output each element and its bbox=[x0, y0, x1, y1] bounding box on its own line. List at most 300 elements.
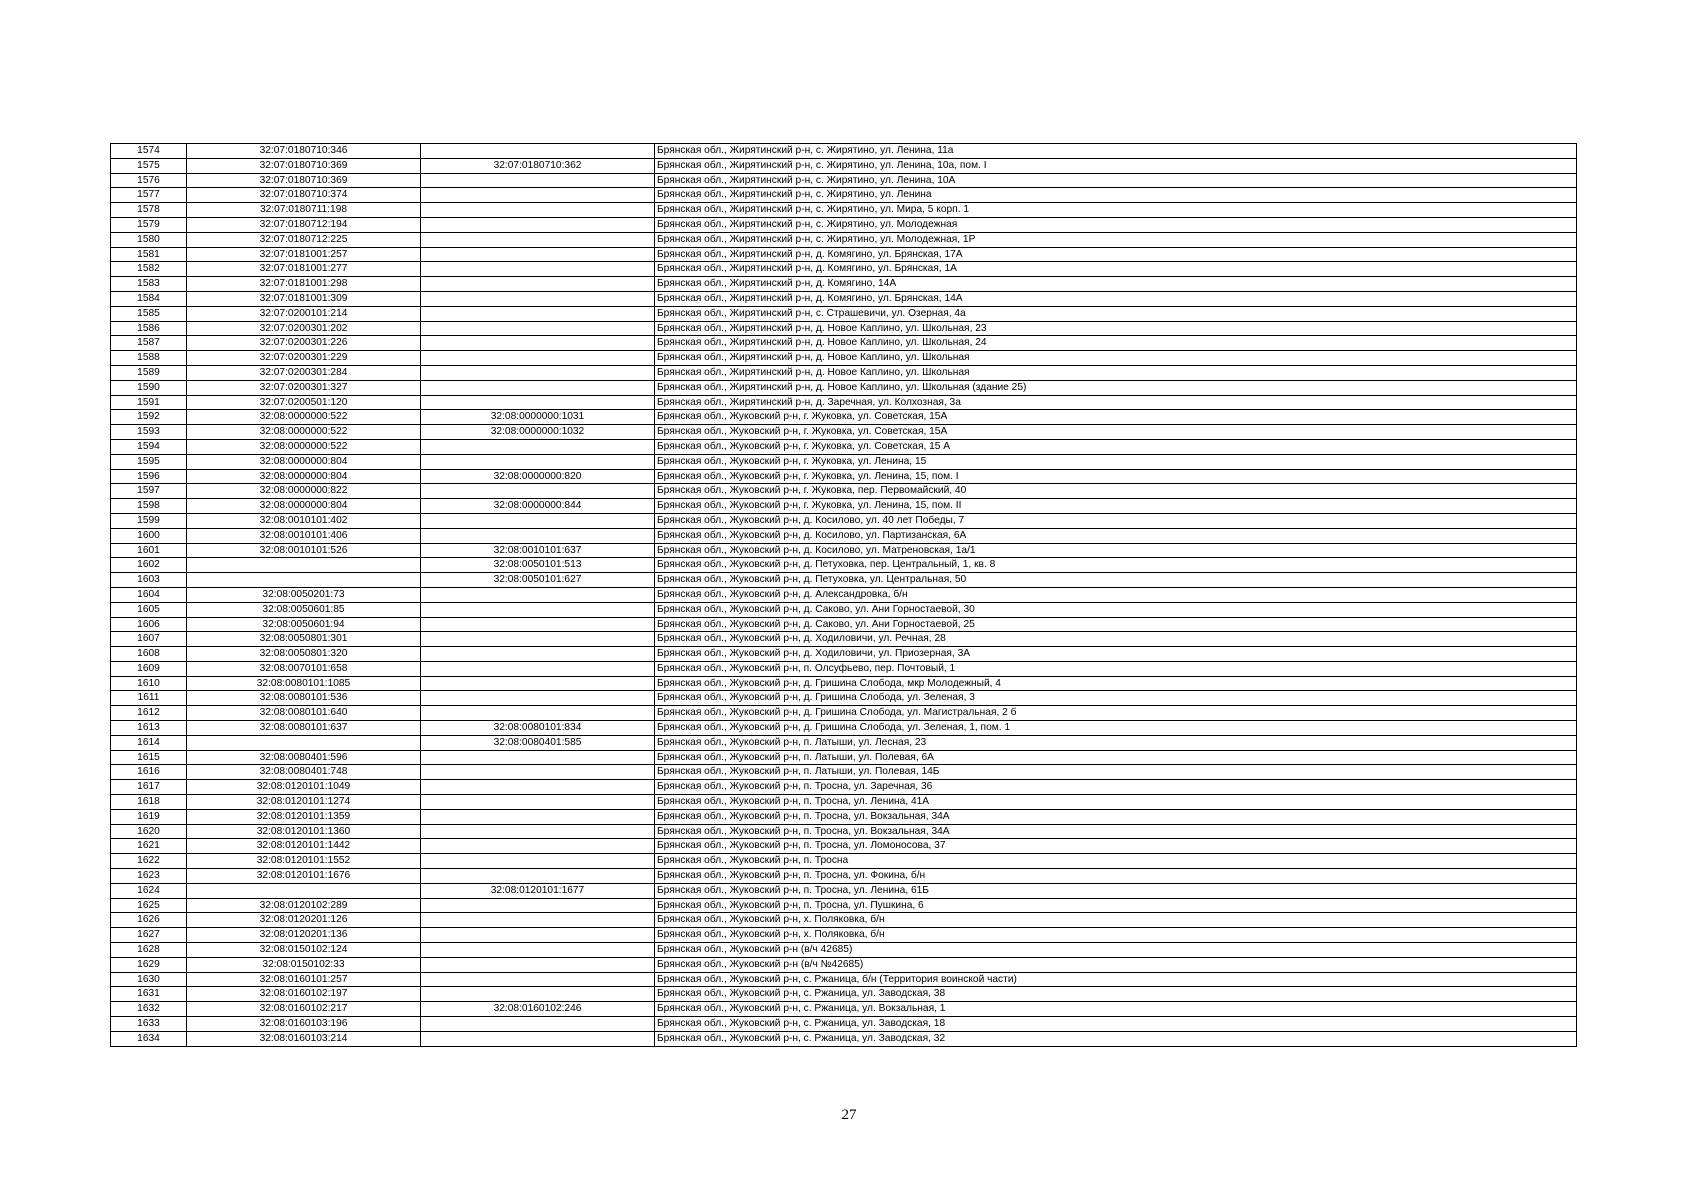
related-cadastral-number bbox=[421, 188, 655, 203]
cadastral-number: 32:08:0000000:804 bbox=[187, 499, 421, 514]
address: Брянская обл., Жуковский р-н (в/ч №42685) bbox=[655, 957, 1577, 972]
address: Брянская обл., Жирятинский р-н, д. Комягино, ул. Брянская, 1А bbox=[655, 262, 1577, 277]
cadastral-number: 32:07:0200301:327 bbox=[187, 380, 421, 395]
related-cadastral-number: 32:08:0000000:844 bbox=[421, 499, 655, 514]
table-row bbox=[111, 661, 1577, 676]
row-number: 1574 bbox=[111, 144, 187, 159]
table-row bbox=[111, 469, 1577, 484]
address: Брянская обл., Жуковский р-н, п. Латыши, ул. Полевая, 14Б bbox=[655, 765, 1577, 780]
cadastral-number bbox=[187, 883, 421, 898]
related-cadastral-number bbox=[421, 321, 655, 336]
row-number: 1588 bbox=[111, 351, 187, 366]
cadastral-number: 32:08:0050801:320 bbox=[187, 647, 421, 662]
cadastral-number: 32:07:0180710:369 bbox=[187, 173, 421, 188]
address: Брянская обл., Жирятинский р-н, с. Жирятино, ул. Ленина, 10А bbox=[655, 173, 1577, 188]
table-row bbox=[111, 262, 1577, 277]
table-body bbox=[111, 144, 1577, 1047]
address: Брянская обл., Жуковский р-н, п. Тросна, ул. Вокзальная, 34А bbox=[655, 809, 1577, 824]
table-row bbox=[111, 898, 1577, 913]
address: Брянская обл., Жуковский р-н, д. Гришина Слобода, ул. Зеленая, 1, пом. 1 bbox=[655, 721, 1577, 736]
cadastral-number: 32:08:0000000:522 bbox=[187, 425, 421, 440]
table-row bbox=[111, 839, 1577, 854]
row-number: 1627 bbox=[111, 928, 187, 943]
address: Брянская обл., Жуковский р-н, х. Поляковка, б/н bbox=[655, 928, 1577, 943]
cadastral-number: 32:08:0080401:596 bbox=[187, 750, 421, 765]
table-row bbox=[111, 587, 1577, 602]
row-number: 1616 bbox=[111, 765, 187, 780]
address: Брянская обл., Жирятинский р-н, с. Жирятино, ул. Молодежная bbox=[655, 217, 1577, 232]
cadastral-number: 32:07:0180711:198 bbox=[187, 203, 421, 218]
row-number: 1586 bbox=[111, 321, 187, 336]
cadastral-number: 32:07:0200301:226 bbox=[187, 336, 421, 351]
related-cadastral-number bbox=[421, 898, 655, 913]
address: Брянская обл., Жирятинский р-н, с. Жирятино, ул. Мира, 5 корп. 1 bbox=[655, 203, 1577, 218]
table-row bbox=[111, 425, 1577, 440]
row-number: 1625 bbox=[111, 898, 187, 913]
address: Брянская обл., Жуковский р-н, д. Гришина Слобода, мкр Молодежный, 4 bbox=[655, 676, 1577, 691]
cadastral-number: 32:08:0160102:197 bbox=[187, 987, 421, 1002]
table-row bbox=[111, 824, 1577, 839]
table-row bbox=[111, 795, 1577, 810]
table-row bbox=[111, 647, 1577, 662]
row-number: 1619 bbox=[111, 809, 187, 824]
row-number: 1606 bbox=[111, 617, 187, 632]
row-number: 1600 bbox=[111, 528, 187, 543]
row-number: 1622 bbox=[111, 854, 187, 869]
row-number: 1613 bbox=[111, 721, 187, 736]
row-number: 1605 bbox=[111, 602, 187, 617]
address: Брянская обл., Жуковский р-н, г. Жуковка, пер. Первомайский, 40 bbox=[655, 484, 1577, 499]
related-cadastral-number bbox=[421, 632, 655, 647]
row-number: 1592 bbox=[111, 410, 187, 425]
cadastral-number: 32:08:0050601:85 bbox=[187, 602, 421, 617]
related-cadastral-number bbox=[421, 247, 655, 262]
related-cadastral-number bbox=[421, 765, 655, 780]
related-cadastral-number bbox=[421, 173, 655, 188]
related-cadastral-number bbox=[421, 617, 655, 632]
related-cadastral-number bbox=[421, 291, 655, 306]
cadastral-number: 32:07:0200301:284 bbox=[187, 365, 421, 380]
related-cadastral-number bbox=[421, 351, 655, 366]
related-cadastral-number bbox=[421, 306, 655, 321]
address: Брянская обл., Жирятинский р-н, д. Новое Каплино, ул. Школьная, 23 bbox=[655, 321, 1577, 336]
cadastral-number: 32:07:0180712:194 bbox=[187, 217, 421, 232]
row-number: 1611 bbox=[111, 691, 187, 706]
table-row bbox=[111, 513, 1577, 528]
row-number: 1631 bbox=[111, 987, 187, 1002]
cadastral-number: 32:08:0080101:637 bbox=[187, 721, 421, 736]
cadastral-number: 32:07:0180710:346 bbox=[187, 144, 421, 159]
address: Брянская обл., Жуковский р-н, д. Петуховка, ул. Центральная, 50 bbox=[655, 573, 1577, 588]
row-number: 1584 bbox=[111, 291, 187, 306]
table-row bbox=[111, 558, 1577, 573]
cadastral-number: 32:08:0160103:196 bbox=[187, 1017, 421, 1032]
row-number: 1585 bbox=[111, 306, 187, 321]
related-cadastral-number bbox=[421, 203, 655, 218]
related-cadastral-number bbox=[421, 513, 655, 528]
address: Брянская обл., Жуковский р-н, с. Ржаница, ул. Заводская, 38 bbox=[655, 987, 1577, 1002]
address: Брянская обл., Жуковский р-н, с. Ржаница, б/н (Территория воинской части) bbox=[655, 972, 1577, 987]
row-number: 1575 bbox=[111, 158, 187, 173]
address: Брянская обл., Жуковский р-н, п. Олсуфьево, пер. Почтовый, 1 bbox=[655, 661, 1577, 676]
cadastral-number: 32:07:0180710:369 bbox=[187, 158, 421, 173]
address: Брянская обл., Жирятинский р-н, с. Жирятино, ул. Ленина, 10а, пом. I bbox=[655, 158, 1577, 173]
related-cadastral-number: 32:08:0000000:1032 bbox=[421, 425, 655, 440]
related-cadastral-number bbox=[421, 824, 655, 839]
row-number: 1621 bbox=[111, 839, 187, 854]
related-cadastral-number bbox=[421, 1031, 655, 1046]
row-number: 1579 bbox=[111, 217, 187, 232]
cadastral-number: 32:08:0010101:406 bbox=[187, 528, 421, 543]
table-row bbox=[111, 1031, 1577, 1046]
related-cadastral-number bbox=[421, 839, 655, 854]
row-number: 1576 bbox=[111, 173, 187, 188]
address: Брянская обл., Жуковский р-н, д. Гришина Слобода, ул. Магистральная, 2 б bbox=[655, 706, 1577, 721]
row-number: 1578 bbox=[111, 203, 187, 218]
row-number: 1604 bbox=[111, 587, 187, 602]
related-cadastral-number bbox=[421, 869, 655, 884]
related-cadastral-number: 32:08:0000000:1031 bbox=[421, 410, 655, 425]
table-row bbox=[111, 809, 1577, 824]
table-row bbox=[111, 780, 1577, 795]
row-number: 1597 bbox=[111, 484, 187, 499]
related-cadastral-number bbox=[421, 943, 655, 958]
related-cadastral-number bbox=[421, 780, 655, 795]
related-cadastral-number bbox=[421, 144, 655, 159]
related-cadastral-number bbox=[421, 336, 655, 351]
row-number: 1629 bbox=[111, 957, 187, 972]
table-row bbox=[111, 617, 1577, 632]
table-row bbox=[111, 439, 1577, 454]
cadastral-number: 32:08:0000000:804 bbox=[187, 469, 421, 484]
table-row bbox=[111, 913, 1577, 928]
related-cadastral-number bbox=[421, 277, 655, 292]
table-row bbox=[111, 928, 1577, 943]
table-row bbox=[111, 217, 1577, 232]
related-cadastral-number bbox=[421, 1017, 655, 1032]
table-row bbox=[111, 351, 1577, 366]
related-cadastral-number bbox=[421, 380, 655, 395]
row-number: 1632 bbox=[111, 1002, 187, 1017]
cadastral-number: 32:07:0180710:374 bbox=[187, 188, 421, 203]
related-cadastral-number bbox=[421, 676, 655, 691]
table-row bbox=[111, 173, 1577, 188]
address: Брянская обл., Жуковский р-н, п. Тросна, ул. Вокзальная, 34А bbox=[655, 824, 1577, 839]
row-number: 1624 bbox=[111, 883, 187, 898]
cadastral-number: 32:08:0150102:33 bbox=[187, 957, 421, 972]
row-number: 1602 bbox=[111, 558, 187, 573]
table-row bbox=[111, 869, 1577, 884]
table-row bbox=[111, 735, 1577, 750]
address: Брянская обл., Жуковский р-н, д. Саково, ул. Ани Горностаевой, 30 bbox=[655, 602, 1577, 617]
related-cadastral-number bbox=[421, 750, 655, 765]
related-cadastral-number bbox=[421, 454, 655, 469]
cadastral-number: 32:07:0181001:277 bbox=[187, 262, 421, 277]
address: Брянская обл., Жуковский р-н, д. Александровка, б/н bbox=[655, 587, 1577, 602]
address: Брянская обл., Жирятинский р-н, д. Комягино, 14А bbox=[655, 277, 1577, 292]
cadastral-number: 32:07:0181001:298 bbox=[187, 277, 421, 292]
row-number: 1630 bbox=[111, 972, 187, 987]
row-number: 1603 bbox=[111, 573, 187, 588]
cadastral-number: 32:08:0120101:1359 bbox=[187, 809, 421, 824]
related-cadastral-number bbox=[421, 987, 655, 1002]
address: Брянская обл., Жуковский р-н, с. Ржаница, ул. Заводская, 18 bbox=[655, 1017, 1577, 1032]
cadastral-number bbox=[187, 573, 421, 588]
cadastral-number: 32:08:0080101:640 bbox=[187, 706, 421, 721]
row-number: 1582 bbox=[111, 262, 187, 277]
page-number: 27 bbox=[841, 1107, 857, 1123]
related-cadastral-number bbox=[421, 661, 655, 676]
address: Брянская обл., Жуковский р-н, г. Жуковка, ул. Советская, 15А bbox=[655, 410, 1577, 425]
table-row bbox=[111, 380, 1577, 395]
table-row bbox=[111, 543, 1577, 558]
table-row bbox=[111, 987, 1577, 1002]
row-number: 1599 bbox=[111, 513, 187, 528]
table-row bbox=[111, 765, 1577, 780]
cadastral-number: 32:07:0200501:120 bbox=[187, 395, 421, 410]
row-number: 1615 bbox=[111, 750, 187, 765]
cadastral-number: 32:08:0120101:1360 bbox=[187, 824, 421, 839]
table-row bbox=[111, 291, 1577, 306]
cadastral-number: 32:08:0000000:522 bbox=[187, 439, 421, 454]
address: Брянская обл., Жуковский р-н, г. Жуковка, ул. Советская, 15 А bbox=[655, 439, 1577, 454]
row-number: 1598 bbox=[111, 499, 187, 514]
cadastral-number bbox=[187, 558, 421, 573]
table-row bbox=[111, 188, 1577, 203]
cadastral-number: 32:08:0080101:536 bbox=[187, 691, 421, 706]
table-row bbox=[111, 395, 1577, 410]
cadastral-number: 32:07:0200101:214 bbox=[187, 306, 421, 321]
address: Брянская обл., Жуковский р-н, п. Тросна, ул. Фокина, б/н bbox=[655, 869, 1577, 884]
table-row bbox=[111, 158, 1577, 173]
related-cadastral-number bbox=[421, 913, 655, 928]
related-cadastral-number bbox=[421, 854, 655, 869]
row-number: 1634 bbox=[111, 1031, 187, 1046]
related-cadastral-number: 32:08:0160102:246 bbox=[421, 1002, 655, 1017]
table-row bbox=[111, 232, 1577, 247]
cadastral-number: 32:07:0200301:202 bbox=[187, 321, 421, 336]
related-cadastral-number bbox=[421, 928, 655, 943]
related-cadastral-number bbox=[421, 795, 655, 810]
table-row bbox=[111, 247, 1577, 262]
address: Брянская обл., Жуковский р-н, г. Жуковка, ул. Ленина, 15, пом. II bbox=[655, 499, 1577, 514]
cadastral-number: 32:08:0120101:1274 bbox=[187, 795, 421, 810]
cadastral-number bbox=[187, 735, 421, 750]
address: Брянская обл., Жуковский р-н (в/ч 42685) bbox=[655, 943, 1577, 958]
address: Брянская обл., Жуковский р-н, д. Косилово, ул. 40 лет Победы, 7 bbox=[655, 513, 1577, 528]
address: Брянская обл., Жирятинский р-н, д. Новое Каплино, ул. Школьная (здание 25) bbox=[655, 380, 1577, 395]
cadastral-number: 32:08:0070101:658 bbox=[187, 661, 421, 676]
address: Брянская обл., Жуковский р-н, д. Косилово, ул. Партизанская, 6А bbox=[655, 528, 1577, 543]
row-number: 1580 bbox=[111, 232, 187, 247]
cadastral-number: 32:08:0120101:1552 bbox=[187, 854, 421, 869]
row-number: 1609 bbox=[111, 661, 187, 676]
related-cadastral-number: 32:08:0080401:585 bbox=[421, 735, 655, 750]
table-row bbox=[111, 528, 1577, 543]
address: Брянская обл., Жирятинский р-н, д. Заречная, ул. Колхозная, 3а bbox=[655, 395, 1577, 410]
table-row bbox=[111, 1017, 1577, 1032]
related-cadastral-number bbox=[421, 217, 655, 232]
related-cadastral-number bbox=[421, 439, 655, 454]
cadastral-number: 32:08:0000000:522 bbox=[187, 410, 421, 425]
row-number: 1577 bbox=[111, 188, 187, 203]
cadastral-number: 32:08:0000000:804 bbox=[187, 454, 421, 469]
table-row bbox=[111, 499, 1577, 514]
address: Брянская обл., Жуковский р-н, п. Тросна, ул. Ломоносова, 37 bbox=[655, 839, 1577, 854]
table-row bbox=[111, 454, 1577, 469]
row-number: 1581 bbox=[111, 247, 187, 262]
row-number: 1583 bbox=[111, 277, 187, 292]
table-row bbox=[111, 854, 1577, 869]
related-cadastral-number: 32:08:0050101:627 bbox=[421, 573, 655, 588]
row-number: 1633 bbox=[111, 1017, 187, 1032]
row-number: 1594 bbox=[111, 439, 187, 454]
address: Брянская обл., Жуковский р-н, п. Тросна, ул. Пушкина, 6 bbox=[655, 898, 1577, 913]
table-row bbox=[111, 957, 1577, 972]
address: Брянская обл., Жуковский р-н, г. Жуковка, ул. Советская, 15А bbox=[655, 425, 1577, 440]
address: Брянская обл., Жирятинский р-н, с. Страшевичи, ул. Озерная, 4а bbox=[655, 306, 1577, 321]
related-cadastral-number bbox=[421, 365, 655, 380]
address: Брянская обл., Жуковский р-н, д. Петуховка, пер. Центральный, 1, кв. 8 bbox=[655, 558, 1577, 573]
cadastral-number: 32:08:0120101:1442 bbox=[187, 839, 421, 854]
related-cadastral-number: 32:08:0010101:637 bbox=[421, 543, 655, 558]
table-row bbox=[111, 573, 1577, 588]
related-cadastral-number bbox=[421, 395, 655, 410]
cadastral-number: 32:08:0010101:526 bbox=[187, 543, 421, 558]
table-row bbox=[111, 336, 1577, 351]
address: Брянская обл., Жуковский р-н, п. Латыши, ул. Лесная, 23 bbox=[655, 735, 1577, 750]
table-row bbox=[111, 676, 1577, 691]
related-cadastral-number bbox=[421, 262, 655, 277]
table-row bbox=[111, 706, 1577, 721]
address: Брянская обл., Жуковский р-н, д. Ходиловичи, ул. Приозерная, 3А bbox=[655, 647, 1577, 662]
row-number: 1601 bbox=[111, 543, 187, 558]
row-number: 1628 bbox=[111, 943, 187, 958]
table-row bbox=[111, 306, 1577, 321]
table-row bbox=[111, 602, 1577, 617]
table-row bbox=[111, 972, 1577, 987]
address: Брянская обл., Жуковский р-н, п. Тросна, ул. Заречная, 36 bbox=[655, 780, 1577, 795]
related-cadastral-number: 32:08:0000000:820 bbox=[421, 469, 655, 484]
related-cadastral-number bbox=[421, 484, 655, 499]
row-number: 1617 bbox=[111, 780, 187, 795]
row-number: 1623 bbox=[111, 869, 187, 884]
address: Брянская обл., Жирятинский р-н, д. Новое Каплино, ул. Школьная, 24 bbox=[655, 336, 1577, 351]
cadastral-number: 32:08:0160102:217 bbox=[187, 1002, 421, 1017]
cadastral-number: 32:07:0200301:229 bbox=[187, 351, 421, 366]
row-number: 1593 bbox=[111, 425, 187, 440]
address: Брянская обл., Жуковский р-н, с. Ржаница, ул. Заводская, 32 bbox=[655, 1031, 1577, 1046]
address: Брянская обл., Жирятинский р-н, с. Жирятино, ул. Ленина, 11а bbox=[655, 144, 1577, 159]
related-cadastral-number bbox=[421, 809, 655, 824]
cadastral-number: 32:08:0150102:124 bbox=[187, 943, 421, 958]
cadastral-number: 32:08:0080101:1085 bbox=[187, 676, 421, 691]
related-cadastral-number bbox=[421, 232, 655, 247]
row-number: 1618 bbox=[111, 795, 187, 810]
related-cadastral-number: 32:08:0120101:1677 bbox=[421, 883, 655, 898]
row-number: 1589 bbox=[111, 365, 187, 380]
address: Брянская обл., Жирятинский р-н, с. Жирятино, ул. Молодежная, 1Р bbox=[655, 232, 1577, 247]
related-cadastral-number bbox=[421, 587, 655, 602]
table-row bbox=[111, 632, 1577, 647]
table-row bbox=[111, 750, 1577, 765]
address: Брянская обл., Жуковский р-н, д. Саково, ул. Ани Горностаевой, 25 bbox=[655, 617, 1577, 632]
table-row bbox=[111, 277, 1577, 292]
cadastral-number: 32:08:0160101:257 bbox=[187, 972, 421, 987]
row-number: 1595 bbox=[111, 454, 187, 469]
cadastral-number: 32:08:0120101:1049 bbox=[187, 780, 421, 795]
table-row bbox=[111, 365, 1577, 380]
related-cadastral-number bbox=[421, 647, 655, 662]
address: Брянская обл., Жирятинский р-н, д. Комягино, ул. Брянская, 14А bbox=[655, 291, 1577, 306]
address: Брянская обл., Жуковский р-н, п. Латыши, ул. Полевая, 6А bbox=[655, 750, 1577, 765]
address: Брянская обл., Жуковский р-н, с. Ржаница, ул. Вокзальная, 1 bbox=[655, 1002, 1577, 1017]
cadastral-number: 32:08:0050601:94 bbox=[187, 617, 421, 632]
cadastral-number: 32:07:0181001:257 bbox=[187, 247, 421, 262]
row-number: 1591 bbox=[111, 395, 187, 410]
address: Брянская обл., Жуковский р-н, г. Жуковка, ул. Ленина, 15, пом. I bbox=[655, 469, 1577, 484]
cadastral-number: 32:08:0120102:289 bbox=[187, 898, 421, 913]
row-number: 1590 bbox=[111, 380, 187, 395]
related-cadastral-number bbox=[421, 972, 655, 987]
address: Брянская обл., Жирятинский р-н, д. Новое Каплино, ул. Школьная bbox=[655, 351, 1577, 366]
row-number: 1596 bbox=[111, 469, 187, 484]
address: Брянская обл., Жирятинский р-н, д. Комягино, ул. Брянская, 17А bbox=[655, 247, 1577, 262]
address: Брянская обл., Жуковский р-н, п. Тросна, ул. Ленина, 61Б bbox=[655, 883, 1577, 898]
address: Брянская обл., Жуковский р-н, х. Поляковка, б/н bbox=[655, 913, 1577, 928]
row-number: 1587 bbox=[111, 336, 187, 351]
row-number: 1608 bbox=[111, 647, 187, 662]
table-row bbox=[111, 321, 1577, 336]
table-row bbox=[111, 883, 1577, 898]
table-row bbox=[111, 144, 1577, 159]
row-number: 1614 bbox=[111, 735, 187, 750]
related-cadastral-number: 32:08:0050101:513 bbox=[421, 558, 655, 573]
cadastral-number: 32:07:0180712:225 bbox=[187, 232, 421, 247]
table-row bbox=[111, 410, 1577, 425]
cadastral-number: 32:08:0160103:214 bbox=[187, 1031, 421, 1046]
cadastral-number: 32:08:0010101:402 bbox=[187, 513, 421, 528]
related-cadastral-number: 32:07:0180710:362 bbox=[421, 158, 655, 173]
address: Брянская обл., Жуковский р-н, д. Ходиловичи, ул. Речная, 28 bbox=[655, 632, 1577, 647]
related-cadastral-number: 32:08:0080101:834 bbox=[421, 721, 655, 736]
cadastral-number: 32:08:0000000:822 bbox=[187, 484, 421, 499]
related-cadastral-number bbox=[421, 957, 655, 972]
table-row bbox=[111, 484, 1577, 499]
address: Брянская обл., Жуковский р-н, г. Жуковка, ул. Ленина, 15 bbox=[655, 454, 1577, 469]
address: Брянская обл., Жирятинский р-н, с. Жирятино, ул. Ленина bbox=[655, 188, 1577, 203]
related-cadastral-number bbox=[421, 691, 655, 706]
table-row bbox=[111, 721, 1577, 736]
row-number: 1626 bbox=[111, 913, 187, 928]
related-cadastral-number bbox=[421, 706, 655, 721]
table-row bbox=[111, 943, 1577, 958]
table-row bbox=[111, 203, 1577, 218]
row-number: 1607 bbox=[111, 632, 187, 647]
cadastral-number: 32:08:0120101:1676 bbox=[187, 869, 421, 884]
address: Брянская обл., Жирятинский р-н, д. Новое Каплино, ул. Школьная bbox=[655, 365, 1577, 380]
cadastral-number: 32:08:0120201:136 bbox=[187, 928, 421, 943]
related-cadastral-number bbox=[421, 528, 655, 543]
address: Брянская обл., Жуковский р-н, д. Косилово, ул. Матреновская, 1а/1 bbox=[655, 543, 1577, 558]
cadastral-number: 32:07:0181001:309 bbox=[187, 291, 421, 306]
cadastral-number: 32:08:0050801:301 bbox=[187, 632, 421, 647]
related-cadastral-number bbox=[421, 602, 655, 617]
cadastral-number: 32:08:0120201:126 bbox=[187, 913, 421, 928]
table-row bbox=[111, 691, 1577, 706]
cadastral-number: 32:08:0080401:748 bbox=[187, 765, 421, 780]
cadastral-number: 32:08:0050201:73 bbox=[187, 587, 421, 602]
